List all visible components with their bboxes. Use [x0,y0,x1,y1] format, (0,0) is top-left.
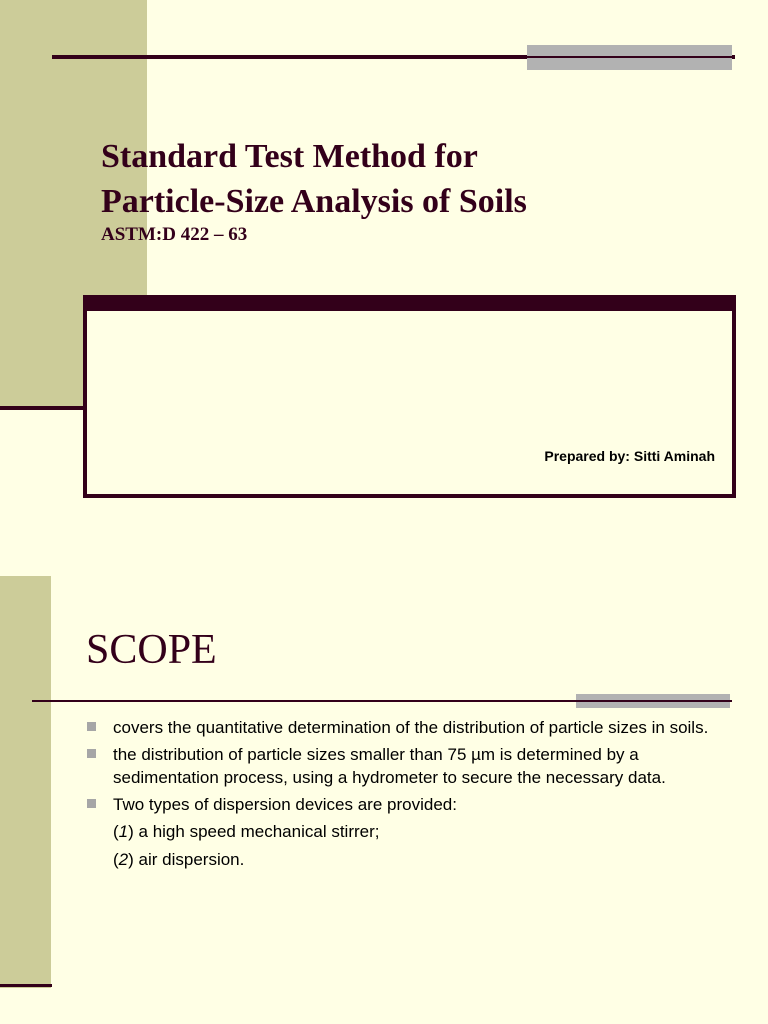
item-open-paren: ( [113,850,119,869]
square-bullet-icon [87,722,96,731]
bullet-text: the distribution of particle sizes smaller than 75 µm is determined by a sedimentation process, using a hydrometer to secure the necessary data. [113,745,666,787]
item-open-paren: ( [113,822,119,841]
slide1-title [101,134,527,224]
title-line-2: Particle-Size Analysis of Soils [101,183,527,220]
prepared-by: Prepared by: Sitti Aminah [544,448,715,464]
slide1-subtitle: ASTM:D 422 – 63 [101,224,248,245]
dispersion-device-item [87,820,727,843]
dispersion-device-item [87,848,727,871]
bullet-text: Two types of dispersion devices are provided: [113,795,457,814]
scope-bullet-list [87,716,727,876]
item-text: ) a high speed mechanical stirrer; [128,822,380,841]
square-bullet-icon [87,799,96,808]
slide2-accent-rule [576,700,730,702]
slide1-accent-rule [527,56,732,58]
square-bullet-icon [87,749,96,758]
scope-slide [0,576,768,1024]
bullet-text: covers the quantitative determination of the distribution of particle sizes in soils. [113,718,709,737]
bullet-item [87,743,727,789]
item-text: ) air dispersion. [128,850,245,869]
item-number: 1 [118,822,129,841]
slide1-content-box [83,295,736,498]
slide1-side-rule [0,406,86,410]
slide2-title: SCOPE [86,627,217,673]
item-number: 2 [118,850,129,869]
title-line-1: Standard Test Method for [101,138,478,175]
bullet-item [87,716,727,739]
bullet-item [87,793,727,816]
slide2-side-rule [0,984,52,987]
slide2-side-bar [0,576,51,988]
